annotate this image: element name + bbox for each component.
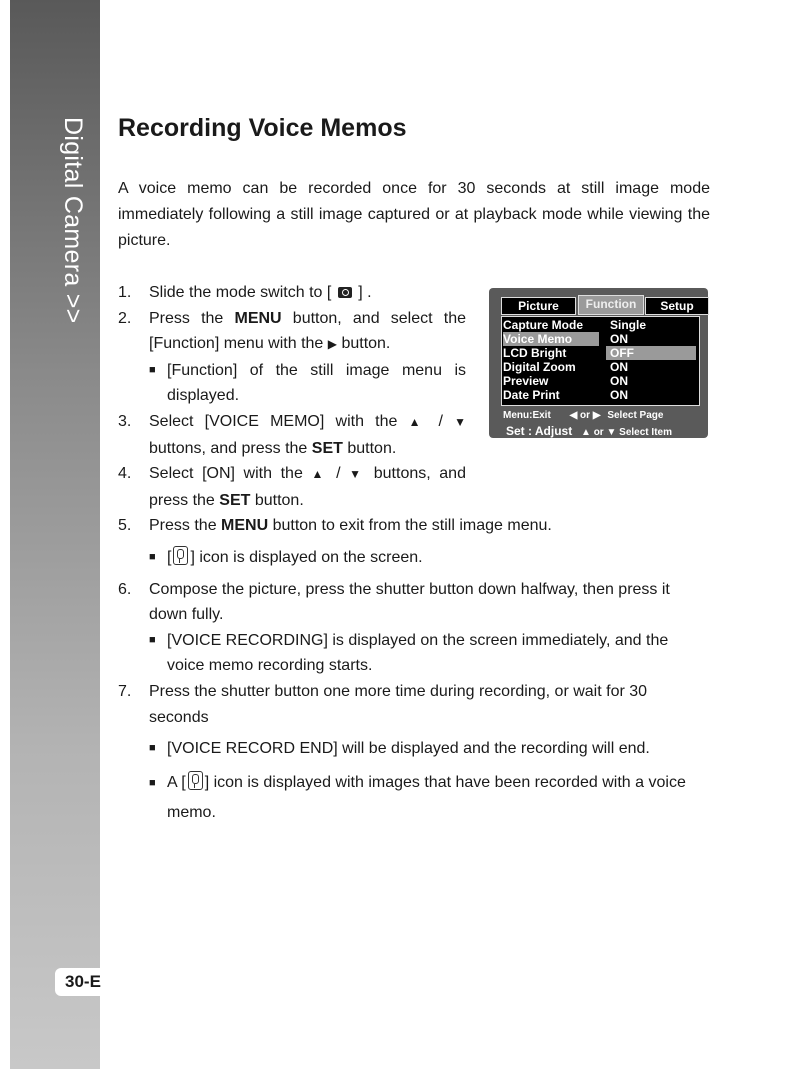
step-7-note-2: ■ A [ ] icon is displayed with images that have been recorded with a voice memo. xyxy=(149,768,710,828)
down-arrow-icon: ▼ xyxy=(454,414,466,429)
step-1: 1. Slide the mode switch to [ ] . xyxy=(118,284,372,301)
page-number: 30-E xyxy=(55,968,101,996)
menu-footer-line-2: Set : Adjust ▲ or ▼ Select Item xyxy=(506,424,672,438)
page-title: Recording Voice Memos xyxy=(118,114,407,142)
tab-setup: Setup xyxy=(645,297,709,315)
menu-row: Digital Zoom ON xyxy=(503,360,628,374)
voice-memo-icon xyxy=(188,771,203,790)
step-4: 4. Select [ON] with the ▲ / ▼ buttons, and press the SET button. xyxy=(118,465,466,509)
tab-function: Function xyxy=(578,295,644,315)
side-tab-bar xyxy=(10,0,100,1069)
step-5: 5. Press the MENU button to exit from the still image menu. ■ [ ] icon is displayed on the screen. xyxy=(118,513,710,570)
down-arrow-icon: ▼ xyxy=(349,467,366,482)
step-6: 6. Compose the picture, press the shutter button down halfway, then press it down fully. ■ [VOICE RECORDING] is displayed on the screen immediately, and the voice memo recording starts. xyxy=(118,577,710,679)
step-5-note: ■ [ ] icon is displayed on the screen. xyxy=(149,545,710,571)
step-6-note: ■ [VOICE RECORDING] is displayed on the screen immediately, and the voice memo recording starts. xyxy=(149,628,710,679)
tab-picture: Picture xyxy=(501,297,576,315)
menu-row: Capture Mode Single xyxy=(503,318,647,332)
step-7: 7. Press the shutter button one more time during recording, or wait for 30 seconds ■ [VOICE RECORD END] will be displayed and the recording will end. ■ A [ ] icon is displayed with images that have been recorded with a voice memo. xyxy=(118,679,710,828)
up-arrow-icon: ▲ xyxy=(311,467,328,482)
voice-memo-icon xyxy=(173,546,188,565)
step-3: 3. Select [VOICE MEMO] with the ▲ / ▼ buttons, and press the SET button. xyxy=(118,412,466,457)
step-2-note: ■ [Function] of the still image menu is displayed. xyxy=(149,358,466,409)
camera-icon xyxy=(338,287,352,298)
down-arrow-icon: ▼ xyxy=(606,427,617,438)
right-arrow-icon: ▶ xyxy=(592,410,601,421)
bullet-icon: ■ xyxy=(149,776,156,789)
step-7-note-1: ■ [VOICE RECORD END] will be displayed and the recording will end. xyxy=(149,736,710,762)
menu-row: LCD Bright OFF xyxy=(502,346,699,360)
bullet-icon: ■ xyxy=(149,550,156,563)
menu-row: Preview ON xyxy=(503,374,628,388)
menu-footer-line-1: Menu:Exit ◀ or ▶ Select Page xyxy=(503,410,664,421)
menu-list xyxy=(501,316,700,406)
menu-row: Date Print ON xyxy=(503,388,628,402)
camera-menu-screen xyxy=(489,288,708,438)
bullet-icon: ■ xyxy=(149,633,156,646)
up-arrow-icon: ▲ xyxy=(408,414,428,429)
menu-row-selected: Voice Memo ON xyxy=(503,332,628,346)
step-2: 2. Press the MENU button, and select the [Function] menu with the ▶ button. ■ [Function] of the still image menu is displayed. xyxy=(118,306,710,409)
bullet-icon: ■ xyxy=(149,742,156,755)
bullet-icon: ■ xyxy=(149,363,156,376)
up-arrow-icon: ▲ xyxy=(581,427,591,438)
menu-tabs xyxy=(501,297,699,315)
section-label: Digital Camera >> xyxy=(59,117,87,324)
intro-paragraph: A voice memo can be recorded once for 30 seconds at still image mode immediately following a still image captured or at playback mode while viewing the picture. xyxy=(118,180,710,249)
right-arrow-icon: ▶ xyxy=(327,337,337,352)
left-arrow-icon: ◀ xyxy=(569,410,578,421)
